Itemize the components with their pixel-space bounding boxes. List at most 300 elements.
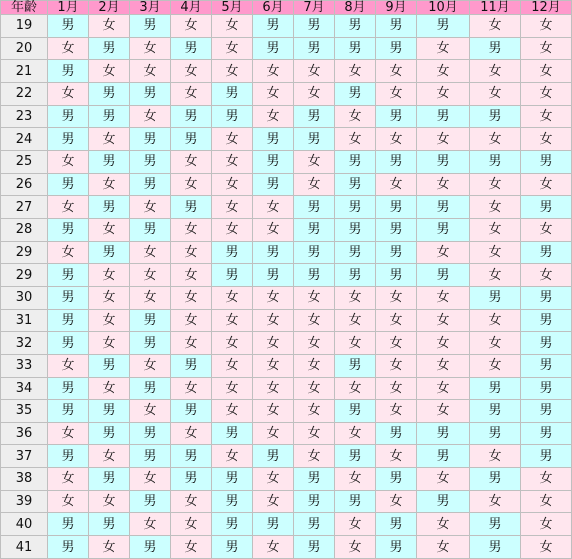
female-cell: 女 — [376, 174, 416, 196]
male-cell: 男 — [130, 174, 170, 196]
age-cell: 29 — [1, 264, 47, 286]
header-month: 11月 — [470, 1, 520, 14]
male-cell: 男 — [48, 287, 88, 309]
age-cell: 31 — [1, 310, 47, 332]
male-cell: 男 — [294, 106, 334, 128]
table-row — [1, 513, 571, 535]
male-cell: 男 — [171, 468, 211, 490]
male-cell: 男 — [521, 400, 571, 422]
male-cell: 男 — [253, 15, 293, 37]
female-cell: 女 — [470, 128, 520, 150]
female-cell: 女 — [130, 60, 170, 82]
female-cell: 女 — [171, 264, 211, 286]
female-cell: 女 — [294, 423, 334, 445]
table-row — [1, 445, 571, 467]
male-cell: 男 — [130, 219, 170, 241]
age-cell: 40 — [1, 513, 47, 535]
female-cell: 女 — [376, 128, 416, 150]
female-cell: 女 — [212, 128, 252, 150]
male-cell: 男 — [521, 310, 571, 332]
female-cell: 女 — [417, 128, 469, 150]
female-cell: 女 — [171, 332, 211, 354]
male-cell: 男 — [335, 219, 375, 241]
male-cell: 男 — [417, 219, 469, 241]
age-cell: 36 — [1, 423, 47, 445]
male-cell: 男 — [294, 196, 334, 218]
male-cell: 男 — [521, 242, 571, 264]
female-cell: 女 — [130, 355, 170, 377]
female-cell: 女 — [48, 355, 88, 377]
table-row — [1, 423, 571, 445]
male-cell: 男 — [376, 219, 416, 241]
male-cell: 男 — [335, 196, 375, 218]
female-cell: 女 — [417, 287, 469, 309]
male-cell: 男 — [48, 174, 88, 196]
header-month: 9月 — [376, 1, 416, 14]
female-cell: 女 — [89, 287, 129, 309]
female-cell: 女 — [294, 174, 334, 196]
female-cell: 女 — [212, 219, 252, 241]
male-cell: 男 — [470, 287, 520, 309]
female-cell: 女 — [171, 536, 211, 558]
female-cell: 女 — [470, 60, 520, 82]
female-cell: 女 — [253, 423, 293, 445]
male-cell: 男 — [48, 536, 88, 558]
table-row — [1, 332, 571, 354]
female-cell: 女 — [335, 310, 375, 332]
female-cell: 女 — [335, 468, 375, 490]
age-cell: 33 — [1, 355, 47, 377]
table-row — [1, 128, 571, 150]
male-cell: 男 — [376, 468, 416, 490]
header-month: 2月 — [89, 1, 129, 14]
female-cell: 女 — [171, 219, 211, 241]
female-cell: 女 — [171, 310, 211, 332]
male-cell: 男 — [130, 378, 170, 400]
age-cell: 27 — [1, 196, 47, 218]
male-cell: 男 — [253, 513, 293, 535]
female-cell: 女 — [48, 242, 88, 264]
female-cell: 女 — [48, 196, 88, 218]
female-cell: 女 — [470, 445, 520, 467]
male-cell: 男 — [253, 242, 293, 264]
table-row — [1, 355, 571, 377]
age-cell: 24 — [1, 128, 47, 150]
female-cell: 女 — [376, 445, 416, 467]
female-cell: 女 — [48, 83, 88, 105]
male-cell: 男 — [89, 423, 129, 445]
female-cell: 女 — [89, 60, 129, 82]
female-cell: 女 — [417, 332, 469, 354]
male-cell: 男 — [294, 128, 334, 150]
female-cell: 女 — [253, 219, 293, 241]
male-cell: 男 — [89, 38, 129, 60]
header-age: 年齡 — [1, 1, 47, 14]
male-cell: 男 — [417, 196, 469, 218]
female-cell: 女 — [130, 242, 170, 264]
table-row — [1, 15, 571, 37]
male-cell: 男 — [212, 242, 252, 264]
male-cell: 男 — [521, 355, 571, 377]
female-cell: 女 — [130, 513, 170, 535]
male-cell: 男 — [89, 513, 129, 535]
female-cell: 女 — [417, 60, 469, 82]
female-cell: 女 — [253, 468, 293, 490]
female-cell: 女 — [417, 310, 469, 332]
female-cell: 女 — [521, 38, 571, 60]
header-month: 7月 — [294, 1, 334, 14]
female-cell: 女 — [253, 196, 293, 218]
male-cell: 男 — [521, 332, 571, 354]
female-cell: 女 — [376, 491, 416, 513]
female-cell: 女 — [470, 491, 520, 513]
female-cell: 女 — [89, 219, 129, 241]
male-cell: 男 — [171, 355, 211, 377]
female-cell: 女 — [89, 332, 129, 354]
male-cell: 男 — [171, 38, 211, 60]
female-cell: 女 — [212, 15, 252, 37]
male-cell: 男 — [294, 468, 334, 490]
female-cell: 女 — [130, 196, 170, 218]
female-cell: 女 — [48, 38, 88, 60]
header-month: 3月 — [130, 1, 170, 14]
female-cell: 女 — [521, 15, 571, 37]
female-cell: 女 — [48, 151, 88, 173]
female-cell: 女 — [470, 83, 520, 105]
male-cell: 男 — [212, 536, 252, 558]
table-row — [1, 264, 571, 286]
male-cell: 男 — [376, 196, 416, 218]
male-cell: 男 — [48, 378, 88, 400]
male-cell: 男 — [171, 400, 211, 422]
female-cell: 女 — [521, 83, 571, 105]
male-cell: 男 — [171, 128, 211, 150]
male-cell: 男 — [48, 445, 88, 467]
female-cell: 女 — [89, 128, 129, 150]
female-cell: 女 — [335, 378, 375, 400]
male-cell: 男 — [376, 242, 416, 264]
female-cell: 女 — [171, 151, 211, 173]
female-cell: 女 — [171, 287, 211, 309]
male-cell: 男 — [294, 38, 334, 60]
female-cell: 女 — [521, 536, 571, 558]
female-cell: 女 — [417, 378, 469, 400]
female-cell: 女 — [130, 106, 170, 128]
table-row — [1, 38, 571, 60]
female-cell: 女 — [171, 174, 211, 196]
male-cell: 男 — [212, 83, 252, 105]
male-cell: 男 — [48, 310, 88, 332]
female-cell: 女 — [470, 310, 520, 332]
female-cell: 女 — [417, 38, 469, 60]
male-cell: 男 — [417, 264, 469, 286]
female-cell: 女 — [171, 513, 211, 535]
female-cell: 女 — [130, 264, 170, 286]
table-body — [1, 15, 571, 558]
female-cell: 女 — [417, 174, 469, 196]
female-cell: 女 — [253, 310, 293, 332]
male-cell: 男 — [212, 106, 252, 128]
female-cell: 女 — [89, 491, 129, 513]
female-cell: 女 — [212, 151, 252, 173]
male-cell: 男 — [470, 513, 520, 535]
male-cell: 男 — [130, 332, 170, 354]
table-row — [1, 83, 571, 105]
table-row — [1, 60, 571, 82]
male-cell: 男 — [470, 468, 520, 490]
male-cell: 男 — [521, 196, 571, 218]
male-cell: 男 — [417, 423, 469, 445]
male-cell: 男 — [89, 106, 129, 128]
male-cell: 男 — [294, 242, 334, 264]
female-cell: 女 — [253, 400, 293, 422]
female-cell: 女 — [89, 264, 129, 286]
female-cell: 女 — [89, 310, 129, 332]
header-month: 1月 — [48, 1, 88, 14]
male-cell: 男 — [89, 83, 129, 105]
female-cell: 女 — [212, 174, 252, 196]
male-cell: 男 — [294, 264, 334, 286]
age-cell: 28 — [1, 219, 47, 241]
female-cell: 女 — [294, 400, 334, 422]
age-cell: 30 — [1, 287, 47, 309]
age-cell: 22 — [1, 83, 47, 105]
female-cell: 女 — [294, 332, 334, 354]
male-cell: 男 — [417, 491, 469, 513]
male-cell: 男 — [335, 83, 375, 105]
table-row — [1, 378, 571, 400]
male-cell: 男 — [48, 60, 88, 82]
male-cell: 男 — [130, 15, 170, 37]
male-cell: 男 — [376, 264, 416, 286]
male-cell: 男 — [335, 400, 375, 422]
table-row — [1, 491, 571, 513]
male-cell: 男 — [376, 513, 416, 535]
female-cell: 女 — [171, 378, 211, 400]
female-cell: 女 — [130, 468, 170, 490]
table-row — [1, 536, 571, 558]
female-cell: 女 — [253, 332, 293, 354]
age-cell: 23 — [1, 106, 47, 128]
female-cell: 女 — [470, 219, 520, 241]
age-cell: 34 — [1, 378, 47, 400]
male-cell: 男 — [376, 536, 416, 558]
female-cell: 女 — [212, 196, 252, 218]
female-cell: 女 — [470, 242, 520, 264]
male-cell: 男 — [470, 151, 520, 173]
table-row — [1, 174, 571, 196]
male-cell: 男 — [212, 264, 252, 286]
female-cell: 女 — [294, 83, 334, 105]
female-cell: 女 — [253, 491, 293, 513]
female-cell: 女 — [521, 219, 571, 241]
female-cell: 女 — [521, 174, 571, 196]
female-cell: 女 — [376, 310, 416, 332]
female-cell: 女 — [212, 60, 252, 82]
age-cell: 19 — [1, 15, 47, 37]
male-cell: 男 — [335, 38, 375, 60]
table-row — [1, 287, 571, 309]
female-cell: 女 — [253, 60, 293, 82]
female-cell: 女 — [212, 445, 252, 467]
female-cell: 女 — [335, 128, 375, 150]
age-cell: 38 — [1, 468, 47, 490]
female-cell: 女 — [417, 355, 469, 377]
male-cell: 男 — [376, 15, 416, 37]
female-cell: 女 — [253, 355, 293, 377]
male-cell: 男 — [171, 445, 211, 467]
female-cell: 女 — [212, 310, 252, 332]
male-cell: 男 — [335, 174, 375, 196]
male-cell: 男 — [335, 264, 375, 286]
female-cell: 女 — [294, 378, 334, 400]
male-cell: 男 — [89, 242, 129, 264]
male-cell: 男 — [253, 128, 293, 150]
female-cell: 女 — [171, 83, 211, 105]
age-cell: 39 — [1, 491, 47, 513]
male-cell: 男 — [89, 468, 129, 490]
female-cell: 女 — [417, 468, 469, 490]
female-cell: 女 — [335, 60, 375, 82]
female-cell: 女 — [253, 287, 293, 309]
male-cell: 男 — [48, 15, 88, 37]
age-cell: 41 — [1, 536, 47, 558]
female-cell: 女 — [130, 287, 170, 309]
female-cell: 女 — [48, 468, 88, 490]
male-cell: 男 — [470, 378, 520, 400]
male-cell: 男 — [48, 513, 88, 535]
male-cell: 男 — [48, 219, 88, 241]
female-cell: 女 — [376, 378, 416, 400]
table-row — [1, 400, 571, 422]
male-cell: 男 — [48, 128, 88, 150]
female-cell: 女 — [521, 491, 571, 513]
female-cell: 女 — [470, 264, 520, 286]
female-cell: 女 — [417, 513, 469, 535]
female-cell: 女 — [212, 400, 252, 422]
male-cell: 男 — [130, 151, 170, 173]
male-cell: 男 — [89, 196, 129, 218]
female-cell: 女 — [253, 106, 293, 128]
male-cell: 男 — [417, 151, 469, 173]
female-cell: 女 — [335, 536, 375, 558]
female-cell: 女 — [376, 60, 416, 82]
male-cell: 男 — [212, 513, 252, 535]
header-month: 4月 — [171, 1, 211, 14]
male-cell: 男 — [48, 264, 88, 286]
male-cell: 男 — [294, 513, 334, 535]
age-cell: 26 — [1, 174, 47, 196]
table-row — [1, 310, 571, 332]
header-month: 5月 — [212, 1, 252, 14]
male-cell: 男 — [335, 242, 375, 264]
male-cell: 男 — [335, 445, 375, 467]
male-cell: 男 — [376, 106, 416, 128]
female-cell: 女 — [48, 423, 88, 445]
female-cell: 女 — [335, 423, 375, 445]
female-cell: 女 — [417, 536, 469, 558]
female-cell: 女 — [521, 106, 571, 128]
age-cell: 37 — [1, 445, 47, 467]
female-cell: 女 — [417, 400, 469, 422]
male-cell: 男 — [470, 423, 520, 445]
female-cell: 女 — [294, 445, 334, 467]
male-cell: 男 — [253, 174, 293, 196]
female-cell: 女 — [470, 174, 520, 196]
female-cell: 女 — [89, 536, 129, 558]
age-cell: 21 — [1, 60, 47, 82]
male-cell: 男 — [470, 400, 520, 422]
male-cell: 男 — [130, 310, 170, 332]
male-cell: 男 — [417, 445, 469, 467]
male-cell: 男 — [521, 151, 571, 173]
female-cell: 女 — [212, 355, 252, 377]
male-cell: 男 — [89, 151, 129, 173]
header-row — [1, 1, 571, 14]
female-cell: 女 — [171, 60, 211, 82]
male-cell: 男 — [253, 445, 293, 467]
male-cell: 男 — [376, 423, 416, 445]
female-cell: 女 — [89, 15, 129, 37]
table-row — [1, 468, 571, 490]
female-cell: 女 — [253, 83, 293, 105]
female-cell: 女 — [470, 15, 520, 37]
female-cell: 女 — [171, 423, 211, 445]
age-cell: 20 — [1, 38, 47, 60]
header-month: 8月 — [335, 1, 375, 14]
female-cell: 女 — [294, 60, 334, 82]
table-row — [1, 219, 571, 241]
female-cell: 女 — [521, 513, 571, 535]
female-cell: 女 — [376, 287, 416, 309]
male-cell: 男 — [470, 38, 520, 60]
male-cell: 男 — [417, 15, 469, 37]
female-cell: 女 — [470, 355, 520, 377]
male-cell: 男 — [48, 332, 88, 354]
female-cell: 女 — [521, 128, 571, 150]
female-cell: 女 — [294, 355, 334, 377]
male-cell: 男 — [335, 355, 375, 377]
male-cell: 男 — [171, 196, 211, 218]
header-month: 6月 — [253, 1, 293, 14]
table-row — [1, 151, 571, 173]
male-cell: 男 — [89, 355, 129, 377]
male-cell: 男 — [294, 536, 334, 558]
table-row — [1, 106, 571, 128]
female-cell: 女 — [294, 287, 334, 309]
male-cell: 男 — [335, 491, 375, 513]
female-cell: 女 — [417, 83, 469, 105]
male-cell: 男 — [521, 378, 571, 400]
male-cell: 男 — [521, 445, 571, 467]
age-cell: 29 — [1, 242, 47, 264]
female-cell: 女 — [130, 400, 170, 422]
female-cell: 女 — [521, 60, 571, 82]
female-cell: 女 — [335, 332, 375, 354]
female-cell: 女 — [417, 242, 469, 264]
male-cell: 男 — [521, 287, 571, 309]
male-cell: 男 — [335, 151, 375, 173]
table-row — [1, 196, 571, 218]
female-cell: 女 — [212, 287, 252, 309]
female-cell: 女 — [171, 242, 211, 264]
female-cell: 女 — [171, 15, 211, 37]
female-cell: 女 — [521, 468, 571, 490]
female-cell: 女 — [89, 378, 129, 400]
header-month: 10月 — [417, 1, 469, 14]
male-cell: 男 — [253, 264, 293, 286]
male-cell: 男 — [253, 151, 293, 173]
